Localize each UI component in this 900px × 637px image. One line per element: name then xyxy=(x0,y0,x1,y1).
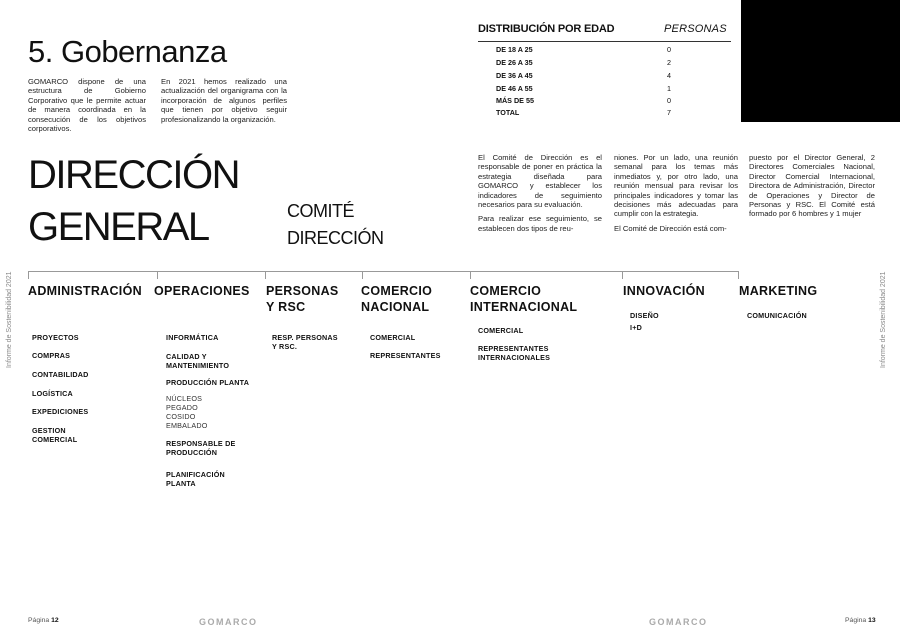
dept-subitem: EMBALADO xyxy=(166,421,208,430)
comite-paragraph: Para realizar ese seguimiento, se establecen dos tipos de reu- xyxy=(478,214,602,233)
photo-placeholder-block xyxy=(741,0,900,122)
age-table-header xyxy=(478,21,731,42)
dept-administracion: ADMINISTRACIÓN xyxy=(28,284,142,298)
dept-item: COMERCIAL xyxy=(370,333,416,342)
dept-item: PRODUCCIÓN PLANTA xyxy=(166,378,250,387)
dept-item: CONTABILIDAD xyxy=(32,370,89,379)
dept-item: LOGÍSTICA xyxy=(32,389,73,398)
dept-item: INFORMÁTICA xyxy=(166,333,219,342)
table-row xyxy=(496,71,686,84)
page-label: Página xyxy=(845,617,867,624)
page-number: 13 xyxy=(868,617,876,624)
dept-subitem: PEGADO xyxy=(166,403,198,412)
comite-heading-line1: COMITÉ xyxy=(287,201,354,221)
dept-comercio-internacional-line2: INTERNACIONAL xyxy=(470,300,578,314)
dept-item: EXPEDICIONES xyxy=(32,407,89,416)
age-count-value: 2 xyxy=(667,58,671,67)
org-chart-tick xyxy=(470,271,471,279)
dept-item: PROYECTOS xyxy=(32,333,79,342)
dept-item: GESTION xyxy=(32,426,66,435)
age-count-value: 0 xyxy=(667,45,671,54)
dept-personas-line1: PERSONAS xyxy=(266,284,339,298)
page-title: 5. Gobernanza xyxy=(28,34,227,69)
age-count-value: 1 xyxy=(667,84,671,93)
age-range-label: DE 26 A 35 xyxy=(496,58,533,67)
dept-item: I+D xyxy=(630,323,642,332)
dept-item: DISEÑO xyxy=(630,311,659,320)
table-row xyxy=(496,45,686,58)
age-table-column-label: PERSONAS xyxy=(664,23,727,35)
gomarco-logo-left: GOMARCO xyxy=(199,617,258,627)
dept-item: Y RSC. xyxy=(272,342,298,351)
dept-item: COMUNICACIÓN xyxy=(747,311,807,320)
age-count-value: 4 xyxy=(667,71,671,80)
page-label: Página xyxy=(28,617,50,624)
dept-item: INTERNACIONALES xyxy=(478,353,551,362)
page-number: 12 xyxy=(51,617,59,624)
direccion-heading-line1: DIRECCIÓN xyxy=(28,153,239,197)
comite-text-column-1 xyxy=(478,153,602,238)
dept-item: MANTENIMIENTO xyxy=(166,361,230,370)
dept-item: REPRESENTANTES xyxy=(370,351,441,360)
dept-item: PLANTA xyxy=(166,479,196,488)
page-number-right xyxy=(845,617,876,624)
dept-item: REPRESENTANTES xyxy=(478,344,549,353)
dept-comercio-internacional-line1: COMERCIO xyxy=(470,284,542,298)
dept-comercio-nacional-line1: COMERCIO xyxy=(361,284,433,298)
org-chart-tick xyxy=(622,271,623,279)
intro-paragraph-left: GOMARCO dispone de una estructura de Gobierno Corporativo que le permite actuar de manera coordinada en la consecución de los objetivos corporativos. xyxy=(28,77,146,134)
age-table-title: DISTRIBUCIÓN POR EDAD xyxy=(478,23,615,35)
age-count-value: 0 xyxy=(667,96,671,105)
age-total-value: 7 xyxy=(667,108,671,117)
org-chart-tick xyxy=(28,271,29,279)
dept-item: COMERCIAL xyxy=(478,326,524,335)
dept-subitem: NÚCLEOS xyxy=(166,394,203,403)
age-range-label: DE 18 A 25 xyxy=(496,45,533,54)
age-range-label: DE 46 A 55 xyxy=(496,84,533,93)
dept-operaciones: OPERACIONES xyxy=(154,284,250,298)
age-range-label: DE 36 A 45 xyxy=(496,71,533,80)
comite-paragraph: El Comité de Dirección está com- xyxy=(614,223,727,233)
intro-paragraph-right: En 2021 hemos realizado una actualización del organigrama con la incorporación de algunos perfiles que tienen por objetivo seguir profesionalizando la organización. xyxy=(161,77,287,124)
org-chart-tick xyxy=(157,271,158,279)
dept-item: RESPONSABLE DE xyxy=(166,439,236,448)
comite-text-column-3 xyxy=(749,153,875,224)
gomarco-logo-right: GOMARCO xyxy=(649,617,708,627)
dept-item: CALIDAD Y xyxy=(166,352,207,361)
dept-comercio-nacional-line2: NACIONAL xyxy=(361,300,430,314)
comite-text-column-2 xyxy=(614,153,738,238)
page-number-left xyxy=(28,617,59,624)
dept-personas-line2: Y RSC xyxy=(266,300,306,314)
dept-innovacion: INNOVACIÓN xyxy=(623,284,705,298)
dept-item: RESP. PERSONAS xyxy=(272,333,338,342)
comite-heading-line2: DIRECCIÓN xyxy=(287,228,384,248)
table-row xyxy=(496,58,686,71)
comite-paragraph: puesto por el Director General, 2 Directores Comerciales Nacional, Director Comercial Internacional, Directora de Administración, Director de Operaciones y Director de Personas y RSC. El Comité está formado por 6 hombres y 1 mujer xyxy=(749,153,875,219)
org-chart-tick xyxy=(265,271,266,279)
table-row-total xyxy=(496,108,686,121)
dept-item: PRODUCCIÓN xyxy=(166,448,218,457)
dept-item: COMERCIAL xyxy=(32,435,78,444)
direccion-heading-line2: GENERAL xyxy=(28,205,209,249)
org-chart-tick xyxy=(362,271,363,279)
comite-paragraph: niones. Por un lado, una reunión semanal para los temas más inmediatos y, por otro lado, una reunión mensual para revisar los principales indicadores y tomar las decisiones más adecuadas para cumplir con la estrategia. xyxy=(614,153,738,219)
comite-paragraph: El Comité de Dirección es el responsable de poner en práctica la estrategia diseñada para GOMARCO y establecer los indicadores de seguimiento necesarios para su evaluación. xyxy=(478,153,602,210)
age-total-label: TOTAL xyxy=(496,108,520,117)
org-chart-connector xyxy=(28,271,739,272)
dept-item: PLANIFICACIÓN xyxy=(166,470,225,479)
side-report-label-right: Informe de Sostenibilidad 2021 xyxy=(880,271,887,368)
side-report-label-left: Informe de Sostenibilidad 2021 xyxy=(6,271,13,368)
dept-item: COMPRAS xyxy=(32,351,71,360)
dept-marketing: MARKETING xyxy=(739,284,818,298)
dept-subitem: COSIDO xyxy=(166,412,196,421)
org-chart-tick xyxy=(738,271,739,279)
age-range-label: MÁS DE 55 xyxy=(496,96,534,105)
